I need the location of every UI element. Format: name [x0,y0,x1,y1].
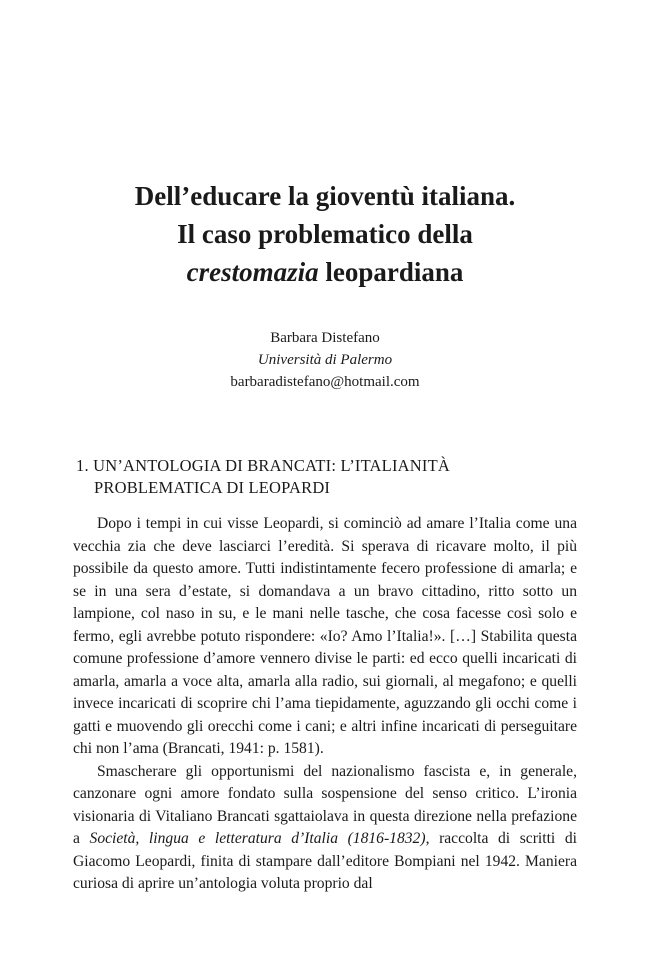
author-affiliation: Università di Palermo [257,352,393,368]
body-paragraph-part-1: Smascherare gli opportunismi del nazionalismo fascista e, in generale, canzonare ogni amore fondato sulla sospensione del senso critico. L’ironia visionaria di Vitaliano Brancati sgattaiolava in questa direzione nella prefazione a [73,762,577,847]
author-email: barbaradistefano@hotmail.com [230,374,420,390]
body-paragraph [73,761,577,896]
book-title-italic: Società, lingua e letteratura d’Italia (1816-1832) [89,830,426,847]
title-line-3-rest: leopardiana [318,257,464,287]
section-heading-line-1: 1. UN’ANTOLOGIA DI BRANCATI: L’ITALIANITÀ [76,456,450,475]
author-block [0,327,650,393]
title-line-1: Dell’educare la gioventù italiana. [134,181,516,211]
body-text [73,513,577,896]
body-paragraph-part-2: , raccolta di scritti di Giacomo Leopardi, finita di stampare dall’editore Bompiani nel 1942. Maniera curiosa di aprire un’antologia voluta proprio dal [73,830,577,892]
section-heading-line-2: PROBLEMATICA DI LEOPARDI [94,478,331,497]
title-italic-word: crestomazia [186,257,319,287]
author-name: Barbara Distefano [270,330,380,346]
title-line-3 [0,253,650,291]
quote-paragraph: Dopo i tempi in cui visse Leopardi, si cominciò ad amare l’Italia come una vecchia zia che deve lasciarci l’eredità. Si sperava di ricavare molto, il più possibile da questo amore. Tutti indistintamente fecero professione di amarla; e se in una sera d’estate, si domandava a un bravo cittadino, ritto sotto un lampione, col naso in su, e le mani nelle tasche, che cosa facesse così solo e fermo, egli avrebbe potuto rispondere: «Io? Amo l’Italia!». […] Stabilita questa comune professione d’amore vennero divise le parti: ed ecco quelli incaricati di amarla, amarla a voce alta, amarla alla radio, sui giornali, al megafono; e quelli invece incaricati di scoprire chi l’ama tiepidamente, aguzzando gli occhi come i gatti e muovendo gli orecchi come i cani; e altri infine incaricati di perseguitare chi non l’ama (Brancati, 1941: p. 1581). [73,515,577,757]
paper-title [0,177,650,291]
title-line-2: Il caso problematico della [177,219,473,249]
section-heading [76,455,576,499]
